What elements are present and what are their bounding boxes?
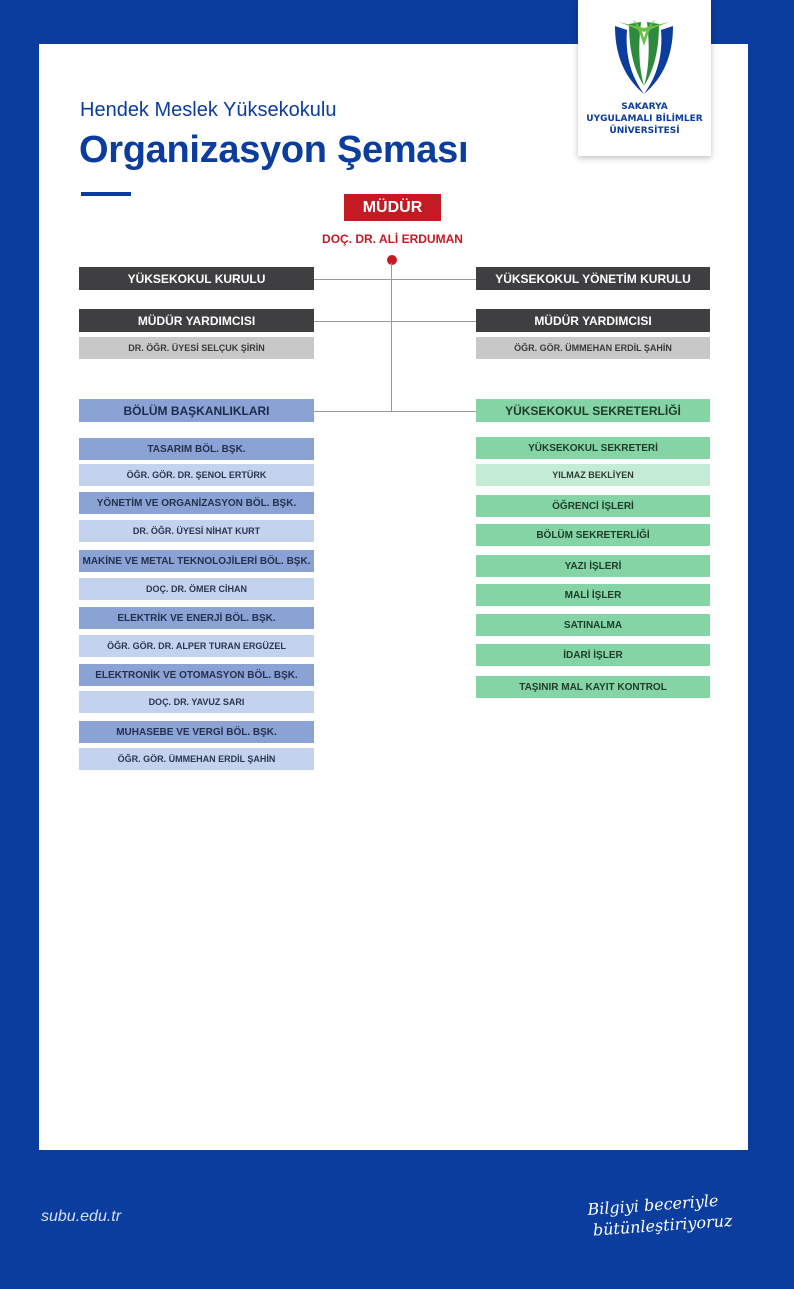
left-deputy-name: DR. ÖĞR. ÜYESİ SELÇUK ŞİRİN	[79, 337, 314, 359]
unit-box: TAŞINIR MAL KAYIT KONTROL	[476, 676, 710, 698]
department-person: DR. ÖĞR. ÜYESİ NİHAT KURT	[79, 520, 314, 542]
left-deputy-label: MÜDÜR YARDIMCISI	[79, 309, 314, 332]
school-board-box: YÜKSEKOKUL KURULU	[79, 267, 314, 290]
management-board-box: YÜKSEKOKUL YÖNETİM KURULU	[476, 267, 710, 290]
department-person: ÖĞR. GÖR. DR. ŞENOL ERTÜRK	[79, 464, 314, 486]
connector-vertical	[391, 263, 392, 411]
connector-row-2	[314, 321, 476, 322]
logo-line-3: ÜNİVERSİTESİ	[609, 126, 680, 136]
footer-url-link[interactable]: subu.edu.tr	[41, 1208, 122, 1225]
department-title: MAKİNE VE METAL TEKNOLOJİLERİ BÖL. BŞK.	[79, 550, 314, 572]
logo-line-1: SAKARYA	[621, 102, 668, 112]
unit-box: BÖLÜM SEKRETERLİĞİ	[476, 524, 710, 546]
logo-line-2: UYGULAMALI BİLİMLER	[586, 114, 703, 124]
secretary-name: YILMAZ BEKLİYEN	[476, 464, 710, 486]
university-leaf-logo-icon	[611, 16, 677, 96]
unit-box: YAZI İŞLERİ	[476, 555, 710, 577]
department-title: ELEKTRİK VE ENERJİ BÖL. BŞK.	[79, 607, 314, 629]
right-deputy-name: ÖĞR. GÖR. ÜMMEHAN ERDİL ŞAHİN	[476, 337, 710, 359]
department-person: DOÇ. DR. YAVUZ SARI	[79, 691, 314, 713]
unit-box: ÖĞRENCİ İŞLERİ	[476, 495, 710, 517]
right-deputy-label: MÜDÜR YARDIMCISI	[476, 309, 710, 332]
director-name: DOÇ. DR. ALİ ERDUMAN	[322, 232, 463, 246]
university-logo[interactable]	[578, 0, 711, 156]
connector-row-3	[314, 411, 476, 412]
slogan-line-1: Bilgiyi beceriyle	[586, 1190, 719, 1219]
page-subtitle: Hendek Meslek Yüksekokulu	[80, 99, 337, 121]
title-underline	[81, 192, 131, 196]
department-title: TASARIM BÖL. BŞK.	[79, 438, 314, 460]
departments-head: BÖLÜM BAŞKANLIKLARI	[79, 399, 314, 422]
department-title: MUHASEBE VE VERGİ BÖL. BŞK.	[79, 721, 314, 743]
department-title: YÖNETİM VE ORGANİZASYON BÖL. BŞK.	[79, 492, 314, 514]
department-person: DOÇ. DR. ÖMER CİHAN	[79, 578, 314, 600]
logo-text	[578, 101, 711, 137]
director-box: MÜDÜR	[344, 194, 441, 221]
footer-slogan	[587, 1187, 760, 1241]
page-title: Organizasyon Şeması	[79, 129, 469, 171]
slogan-line-2: bütünleştiriyoruz	[592, 1210, 734, 1240]
department-title: ELEKTRONİK VE OTOMASYON BÖL. BŞK.	[79, 664, 314, 686]
connector-row-1	[314, 279, 476, 280]
unit-box: SATINALMA	[476, 614, 710, 636]
connector-dot	[387, 255, 397, 265]
secretary-title: YÜKSEKOKUL SEKRETERİ	[476, 437, 710, 459]
unit-box: İDARİ İŞLER	[476, 644, 710, 666]
unit-box: MALİ İŞLER	[476, 584, 710, 606]
secretariat-head: YÜKSEKOKUL SEKRETERLİĞİ	[476, 399, 710, 422]
department-person: ÖĞR. GÖR. ÜMMEHAN ERDİL ŞAHİN	[79, 748, 314, 770]
department-person: ÖĞR. GÖR. DR. ALPER TURAN ERGÜZEL	[79, 635, 314, 657]
